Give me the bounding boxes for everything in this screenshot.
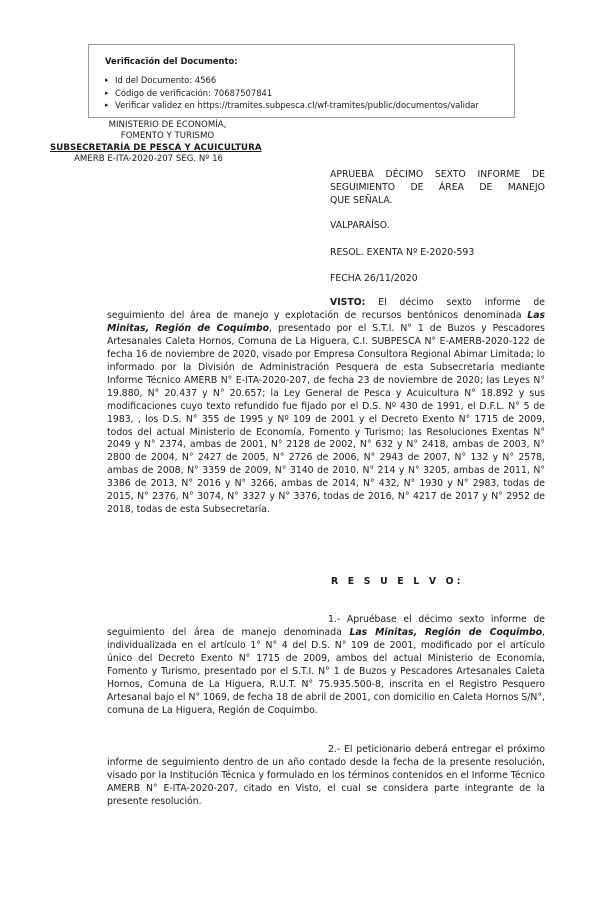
city: VALPARAÍSO. [330, 220, 390, 231]
point-1-paragraph [107, 614, 545, 718]
resolution-date: FECHA 26/11/2020 [330, 273, 418, 284]
subject-line-3: QUE SEÑALA. [330, 195, 393, 206]
subject-line-1: APRUEBA DÉCIMO SEXTO INFORME DE [330, 169, 545, 180]
verification-box [88, 44, 515, 118]
verification-list [105, 74, 500, 112]
document-id: ▸ Id del Documento: 4566 [105, 74, 500, 87]
point-2-text: 2.- El peticionario deberá entregar el próximo informe de seguimiento dentro de un año contado desde la fecha de la presente resolución, visado por la Institución Técnica y formulado en los términos contenidos en el Informe Técnico AMERB N° E-ITA-2020-207, citado en Visto, el cual se considera parte integrante de la presente resolución. [107, 744, 545, 807]
subsecretaria-title: SUBSECRETARÍA DE PESCA Y ACUICULTURA [50, 142, 262, 153]
point-1-text-1: 1.- Apruébase el décimo sexto informe de seguimiento del área de manejo denominada [107, 614, 545, 638]
resolution-number: RESOL. EXENTA Nº E-2020-593 [330, 247, 475, 258]
verification-code: ▸ Código de verificación: 70687507841 [105, 87, 500, 100]
ministry-line-1: MINISTERIO DE ECONOMÍA, [108, 120, 227, 130]
ministry-header [50, 120, 285, 166]
visto-paragraph [107, 297, 545, 517]
subject-line-2: SEGUIMIENTO DE ÁREA DE MANEJO [330, 182, 545, 193]
point-1-text-2: , individualizada en el artículo 1° N° 4 del D.S. N° 109 de 2001, modificado por el artículo único del Decreto Exento N° 1715 de 2009, ambos del actual Ministerio de Economía, Fomento y Turismo, presentado por el S.T.I. N° 1 de Buzos y Pescadores Artesanales Caleta Hornos, Comuna de La Higuera, R.U.T. N° 75.935.500-8, inscrita en el Registro Pesquero Artesanal bajo el N° 1069, de fecha 18 de abril de 2001, con domicilio en Caleta Hornos S/N°, comuna de La Higuera, Región de Coquimbo. [107, 626, 545, 716]
point-1-area-name: Las Minitas, Región de Coquimbo [349, 626, 543, 638]
ministry-line-2: FOMENTO Y TURISMO [120, 131, 215, 142]
point-2-paragraph [107, 744, 545, 809]
visto-area-name: Las Minitas, Región de Coquimbo [107, 309, 545, 334]
verification-title: Verificación del Documento: [105, 56, 238, 66]
resuelvo-heading: R E S U E L V O: [331, 576, 464, 587]
verification-link[interactable]: ▸ Verificar validez en https://tramites.subpesca.cl/wf-tramites/public/documentos/validar [105, 99, 500, 112]
visto-label: VISTO: [330, 297, 366, 308]
visto-text-2: , presentado por el S.T.I. N° 1 de Buzos y Pescadores Artesanales Caleta Hornos, Comuna de La Higuera, C.I. SUBPESCA N° E-AMERB-2020-122 de fecha 16 de noviembre de 2020, visado por Empresa Consultora Regional Abimar Limitada; lo informado por la División de Administración Pesquera de esta Subsecretaría mediante Informe Técnico AMERB N° E-ITA-2020-207, de fecha 23 de noviembre de 2020; las Leyes N° 19.880, N° 20.437 y N° 20.657; la Ley General de Pesca y Acuicultura N° 18.892 y sus modificaciones cuyo texto refundido fue fijado por el D.S. Nº 430 de 1991, el D.F.L. N° 5 de 1983, , los D.S. N° 355 de 1995 y Nº 109 de 2001 y el Decreto Exento N° 1715 de 2009, todos del actual Ministerio de Economía, Fomento y Turismo; las Resoluciones Exentas N° 2049 y N° 2374, ambas de 2001, N° 2128 de 2002, N° 632 y N° 2418, ambas de 2003, N° 2800 de 2004, N° 2427 de 2005, N° 2726 de 2006, N° 2943 de 2007, N° 132 y N° 2578, ambas de 2008, N° 3359 de 2009, N° 3140 de 2010, N° 214 y N° 3205, ambas de 2011, N° 3386 de 2013, N° 2016 y N° 3266, ambas de 2014, N° 432, N° 1930 y N° 2983, todas de 2015, N° 2376, N° 3074, N° 3327 y N° 3376, todas de 2016, N° 4217 de 2017 y N° 2952 de 2018, todas de esta Subsecretaría. [107, 322, 545, 516]
resolution-subject [330, 168, 545, 207]
reference-code: AMERB E-ITA-2020-207 SEG. Nº 16 [74, 154, 224, 165]
visto-text-1: El décimo sexto informe de seguimiento del área de manejo y explotación de recursos bentónicos denominada [107, 297, 545, 321]
